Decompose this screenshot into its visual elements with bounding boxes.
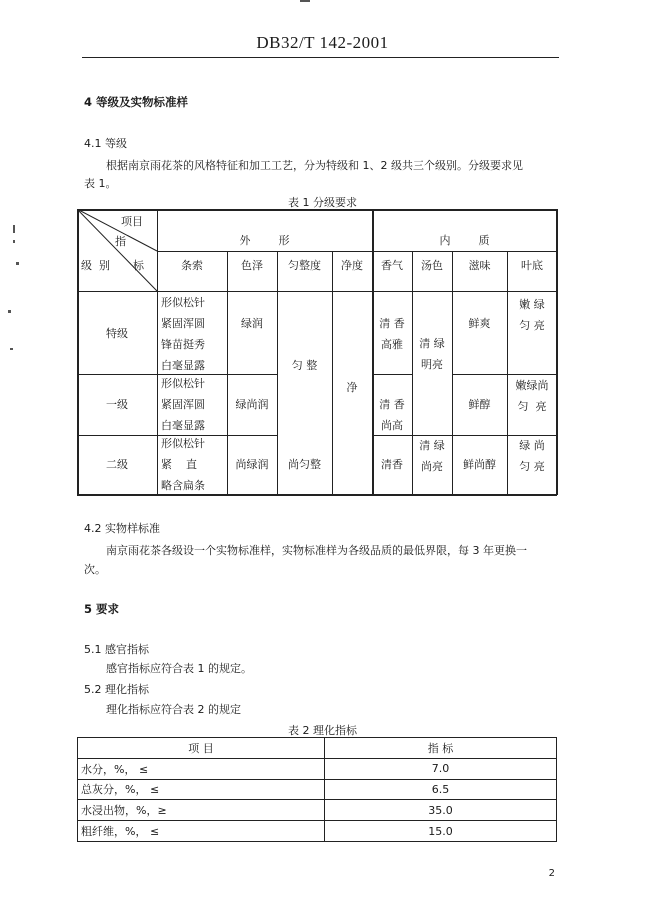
merged-liquor-color: 清 绿 明亮 [419, 337, 445, 371]
table-row [78, 800, 557, 821]
grade2-leaf-base: 绿 尚 匀 亮 [519, 439, 545, 473]
table-1-caption: 表 1 分级要求 [288, 196, 357, 209]
row-item: 水分，%， ≤ [78, 758, 325, 779]
grade1-taste: 鲜醇 [468, 398, 491, 411]
grade1-aroma: 清 香 尚高 [379, 398, 405, 432]
row-value: 7.0 [325, 758, 557, 779]
grade2-liquor-color: 清 绿 尚亮 [419, 439, 445, 473]
corner-label-items: 项目 [121, 215, 143, 228]
group-header-quality: 内 质 [439, 234, 490, 247]
row-item: 总灰分，%， ≤ [78, 779, 325, 800]
table-rule [332, 251, 333, 495]
scan-speck [13, 240, 15, 243]
corner-label-grade: 级 别 [81, 259, 110, 272]
section-5-2-text: 理化指标应符合表 2 的规定 [106, 703, 241, 716]
corner-label-biao: 标 [133, 259, 144, 272]
section-4-1-para-line2: 表 1。 [84, 177, 117, 190]
col-header-cleanliness: 净度 [341, 259, 363, 272]
header-rule [82, 57, 559, 58]
col-header-aroma: 香气 [381, 259, 403, 272]
row-value: 15.0 [325, 821, 557, 842]
scan-speck [8, 310, 11, 313]
table-rule [157, 251, 557, 252]
special-leaf-base: 嫩 绿 匀 亮 [519, 298, 545, 332]
group-header-appearance: 外 形 [239, 234, 290, 247]
special-shape: 形似松针 紧固浑圆 锋苗挺秀 白毫显露 [161, 296, 205, 372]
row-grade-1: 一级 [106, 398, 128, 411]
grade2-evenness: 尚匀整 [288, 458, 321, 471]
col-header-shape: 条索 [181, 259, 203, 272]
section-4-1-title: 4.1 等级 [84, 137, 127, 150]
table-border-bottom [77, 494, 557, 496]
special-color: 绿润 [241, 317, 263, 330]
physicochemical-table [77, 737, 557, 842]
row-item: 水浸出物，%，≥ [78, 800, 325, 821]
header-value: 指 标 [325, 738, 557, 759]
grade1-shape: 形似松针 紧固浑圆 白毫显露 [161, 377, 205, 432]
section-5-1-text: 感官指标应符合表 1 的规定。 [106, 662, 252, 675]
col-header-leaf-base: 叶底 [521, 259, 543, 272]
scan-speck [13, 225, 15, 233]
corner-label-zhi: 指 [115, 235, 126, 248]
row-grade-2: 二级 [106, 458, 128, 471]
scan-speck [300, 0, 310, 2]
section-4-2-para-line2: 次。 [84, 563, 106, 576]
row-value: 35.0 [325, 800, 557, 821]
col-header-color: 色泽 [241, 259, 263, 272]
table-rule [372, 374, 412, 375]
grade1-leaf-base: 嫩绿尚 匀 亮 [515, 379, 549, 413]
section-5-1-title: 5.1 感官指标 [84, 643, 149, 656]
special-taste: 鲜爽 [468, 317, 491, 330]
table-row [78, 758, 557, 779]
scan-speck [16, 262, 19, 265]
section-4-1-para-line1: 根据南京雨花茶的风格特征和加工工艺，分为特级和 1、2 级共三个级别。分级要求见 [106, 159, 523, 172]
section-5-heading: 5 要求 [84, 602, 120, 616]
row-grade-special: 特级 [106, 327, 128, 340]
section-4-2-title: 4.2 实物样标准 [84, 522, 160, 535]
grade1-color: 绿尚润 [235, 398, 269, 411]
table-row [78, 779, 557, 800]
grade2-aroma: 清香 [381, 458, 403, 471]
merged-cleanliness: 净 [346, 381, 358, 394]
row-item: 粗纤维，%， ≤ [78, 821, 325, 842]
header-item: 项 目 [78, 738, 325, 759]
row-value: 6.5 [325, 779, 557, 800]
section-4-2-para-line1: 南京雨花茶各级设一个实物标准样，实物标准样为各级品质的最低界限，每 3 年更换一 [106, 544, 527, 557]
special-aroma: 清 香 高雅 [379, 317, 405, 351]
table-header-row [78, 738, 557, 759]
table-2-caption: 表 2 理化指标 [288, 724, 357, 737]
col-header-evenness: 匀整度 [288, 259, 321, 272]
grade2-taste: 鲜尚醇 [463, 458, 496, 471]
grade2-shape: 形似松针 紧 直 略含扁条 [161, 437, 205, 492]
section-4-heading: 4 等级及实物标准样 [84, 95, 189, 109]
col-header-taste: 滋味 [468, 259, 491, 272]
section-5-2-title: 5.2 理化指标 [84, 683, 149, 696]
merged-evenness: 匀 整 [291, 359, 318, 372]
col-header-liquor-color: 汤色 [421, 259, 443, 272]
page-number: 2 [548, 868, 555, 879]
grade2-color: 尚绿润 [235, 458, 269, 471]
table-row [78, 821, 557, 842]
grading-table [77, 209, 557, 495]
scan-speck [10, 348, 13, 350]
document-code: DB32/T 142-2001 [256, 33, 389, 52]
